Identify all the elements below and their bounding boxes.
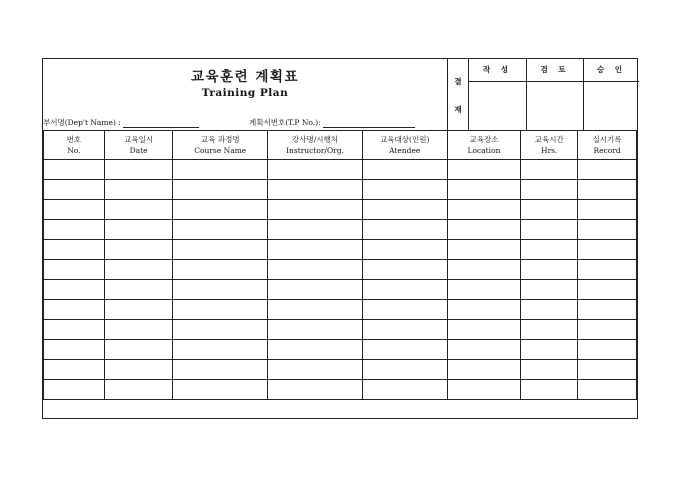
table-row [44,260,637,280]
form-title: 교육훈련 계획표 [191,69,299,85]
column-header [521,131,578,160]
approval-head-approve: 승 인 [584,59,639,82]
column-header-ko: 교육일시 [124,135,154,144]
table-cell[interactable] [521,200,578,220]
table-row [44,360,637,380]
table-cell[interactable] [104,200,173,220]
table-row [44,340,637,360]
table-cell[interactable] [578,300,637,320]
table-cell[interactable] [447,320,521,340]
table-cell[interactable] [104,320,173,340]
table-cell[interactable] [268,300,363,320]
table-cell[interactable] [362,200,447,220]
table-cell[interactable] [362,320,447,340]
table-cell[interactable] [44,300,105,320]
table-cell[interactable] [521,380,578,400]
table-cell[interactable] [173,320,268,340]
table-cell[interactable] [173,160,268,180]
table-cell[interactable] [521,360,578,380]
table-cell[interactable] [104,260,173,280]
table-cell[interactable] [447,240,521,260]
column-header [104,131,173,160]
column-header-en: Location [467,146,501,155]
approval-side-label [448,59,469,130]
approval-head-write: 작 성 [469,59,526,82]
table-cell[interactable] [447,220,521,240]
table-cell[interactable] [521,180,578,200]
table-cell[interactable] [104,340,173,360]
table-cell[interactable] [268,200,363,220]
column-header-ko: 교육대상(인원) [380,135,430,144]
dept-name-label: 부서명(Dep't Name) : [43,118,121,127]
column-header [578,131,637,160]
table-cell[interactable] [44,180,105,200]
table-cell[interactable] [521,320,578,340]
column-header-ko: 교육장소 [469,135,499,144]
table-cell[interactable] [104,380,173,400]
table-cell[interactable] [578,340,637,360]
approval-side-label-1: 결 [454,77,462,86]
training-table [43,130,637,400]
table-cell[interactable] [447,180,521,200]
table-row [44,320,637,340]
table-cell[interactable] [173,380,268,400]
approval-col-write [468,59,526,130]
table-cell[interactable] [362,340,447,360]
table-cell[interactable] [104,160,173,180]
table-cell[interactable] [447,360,521,380]
table-cell[interactable] [44,220,105,240]
column-header-ko: 번호 [66,135,82,144]
table-cell[interactable] [578,240,637,260]
plan-no-label: 계획서번호(T.P No.): [249,118,321,127]
column-header-ko: 교육시간 [534,135,564,144]
column-header-ko: 교육 과정명 [200,135,240,144]
table-cell[interactable] [268,280,363,300]
approval-sign-approve[interactable] [584,82,639,130]
column-header-ko: 강사명/시행처 [291,135,338,144]
table-cell[interactable] [447,200,521,220]
table-cell[interactable] [362,300,447,320]
table-cell[interactable] [578,220,637,240]
column-header [268,131,363,160]
table-cell[interactable] [521,160,578,180]
approval-side-label-2: 재 [454,105,462,114]
table-cell[interactable] [173,360,268,380]
table-cell[interactable] [44,360,105,380]
table-cell[interactable] [268,380,363,400]
table-cell[interactable] [104,360,173,380]
column-header [173,131,268,160]
table-cell[interactable] [173,180,268,200]
approval-head-review: 검 토 [527,59,583,82]
table-cell[interactable] [44,260,105,280]
table-cell[interactable] [578,360,637,380]
table-cell[interactable] [447,340,521,360]
table-cell[interactable] [447,260,521,280]
table-row [44,160,637,180]
form-subtitle: Training Plan [201,87,289,99]
column-header-en: Instructor/Org. [286,146,344,155]
table-cell[interactable] [44,160,105,180]
table-cell[interactable] [362,160,447,180]
table-cell[interactable] [578,160,637,180]
plan-no-blank[interactable] [323,119,415,128]
table-cell[interactable] [268,160,363,180]
column-header-en: No. [67,146,81,155]
table-cell[interactable] [268,320,363,340]
table-cell[interactable] [173,340,268,360]
table-cell[interactable] [44,200,105,220]
table-cell[interactable] [173,220,268,240]
table-row [44,300,637,320]
table-cell[interactable] [173,240,268,260]
table-cell[interactable] [173,280,268,300]
table-cell[interactable] [521,260,578,280]
approval-col-approve [583,59,639,130]
table-cell[interactable] [268,240,363,260]
approval-col-review [526,59,583,130]
table-cell[interactable] [268,260,363,280]
column-header [362,131,447,160]
table-cell[interactable] [362,260,447,280]
table-cell[interactable] [104,300,173,320]
training-plan-form [42,58,638,419]
table-cell[interactable] [44,280,105,300]
table-cell[interactable] [44,240,105,260]
table-row [44,280,637,300]
table-cell[interactable] [578,380,637,400]
table-header-row [44,131,637,160]
table-cell[interactable] [268,340,363,360]
table-cell[interactable] [521,280,578,300]
table-cell[interactable] [362,240,447,260]
table-cell[interactable] [578,200,637,220]
column-header-en: Course Name [194,146,247,155]
table-cell[interactable] [44,340,105,360]
table-cell[interactable] [578,320,637,340]
table-cell[interactable] [447,160,521,180]
table-row [44,200,637,220]
table-cell[interactable] [268,360,363,380]
table-cell[interactable] [362,180,447,200]
table-cell[interactable] [521,240,578,260]
table-cell[interactable] [104,220,173,240]
column-header [44,131,105,160]
column-header [447,131,521,160]
table-row [44,240,637,260]
table-cell[interactable] [173,260,268,280]
approval-sign-review[interactable] [527,82,583,130]
dept-name-field [43,117,199,128]
table-cell[interactable] [578,280,637,300]
table-cell[interactable] [173,300,268,320]
table-cell[interactable] [447,380,521,400]
column-header-en: Atendee [389,146,421,155]
table-cell[interactable] [362,280,447,300]
approval-box [447,59,639,130]
table-cell[interactable] [104,180,173,200]
table-cell[interactable] [44,320,105,340]
table-cell[interactable] [362,380,447,400]
column-header-en: Hrs. [541,146,558,155]
table-cell[interactable] [104,240,173,260]
column-header-en: Date [129,146,148,155]
table-cell[interactable] [268,220,363,240]
table-cell[interactable] [578,260,637,280]
plan-no-field [249,117,415,128]
dept-name-blank[interactable] [123,119,199,128]
table-row [44,380,637,400]
table-cell[interactable] [268,180,363,200]
table-cell[interactable] [521,340,578,360]
table-cell[interactable] [578,180,637,200]
table-cell[interactable] [447,280,521,300]
column-header-en: Record [593,146,621,155]
table-cell[interactable] [362,220,447,240]
column-header-ko: 실시기록 [592,135,622,144]
table-cell[interactable] [521,300,578,320]
table-cell[interactable] [44,380,105,400]
table-cell[interactable] [104,280,173,300]
table-cell[interactable] [521,220,578,240]
table-cell[interactable] [447,300,521,320]
table-row [44,220,637,240]
approval-sign-write[interactable] [469,82,526,130]
table-row [44,180,637,200]
table-cell[interactable] [173,200,268,220]
table-cell[interactable] [362,360,447,380]
